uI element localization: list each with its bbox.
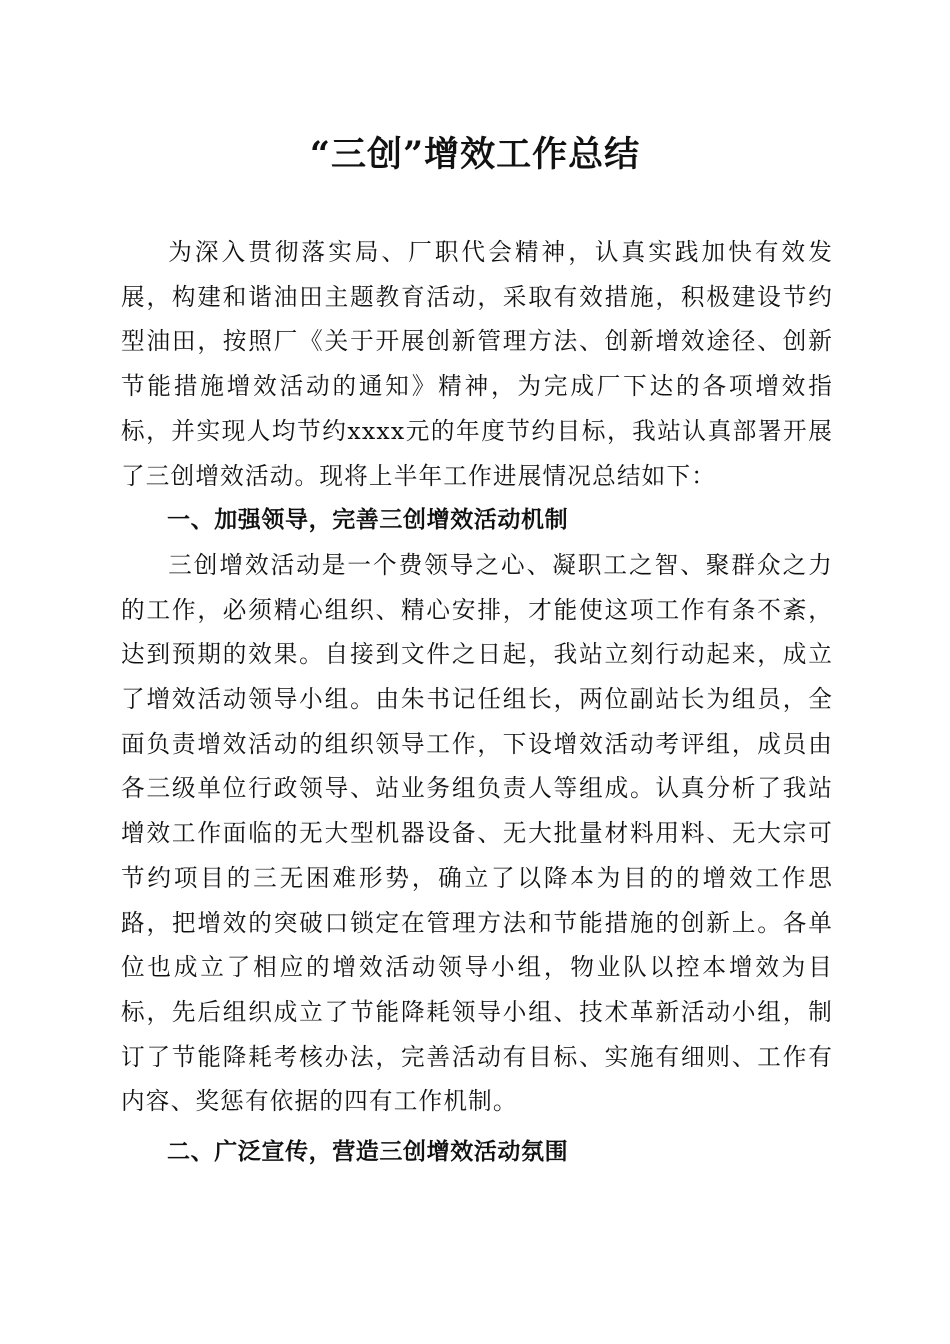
section-paragraph-1: 三创增效活动是一个费领导之心、凝职工之智、聚群众之力的工作，必须精心组织、精心安排，才能使这项工作有条不紊，达到预期的效果。自接到文件之日起，我站立刻行动起来，成立了增效活动领导小组。由朱书记任组长，两位副站长为组员，全面负责增效活动的组织领导工作，下设增效活动考评组，成员由各三级单位行政领导、站业务组负责人等组成。认真分析了我站增效工作面临的无大型机器设备、无大批量材料用料、无大宗可节约项目的三无困难形势，确立了以降本为目的的增效工作思路，把增效的突破口锁定在管理方法和节能措施的创新上。各单位也成立了相应的增效活动领导小组，物业队以控本增效为目标，先后组织成立了节能降耗领导小组、技术革新活动小组，制订了节能降耗考核办法，完善活动有目标、实施有细则、工作有内容、奖惩有依据的四有工作机制。 (121, 550, 833, 1116)
document-body (121, 230, 833, 1175)
document-title: “三创”增效工作总结 (309, 134, 641, 175)
section-heading-2: 二、广泛宣传，营造三创增效活动氛围 (167, 1139, 569, 1166)
intro-paragraph: 为深入贯彻落实局、厂职代会精神，认真实践加快有效发展，构建和谐油田主题教育活动，采取有效措施，积极建设节约型油田，按照厂《关于开展创新管理方法、创新增效途径、创新节能措施增效活动的通知》精神，为完成厂下达的各项增效指标，并实现人均节约xxxx元的年度节约目标，我站认真部署开展了三创增效活动。现将上半年工作进展情况总结如下： (121, 238, 833, 490)
section-heading-1: 一、加强领导，完善三创增效活动机制 (167, 507, 569, 534)
